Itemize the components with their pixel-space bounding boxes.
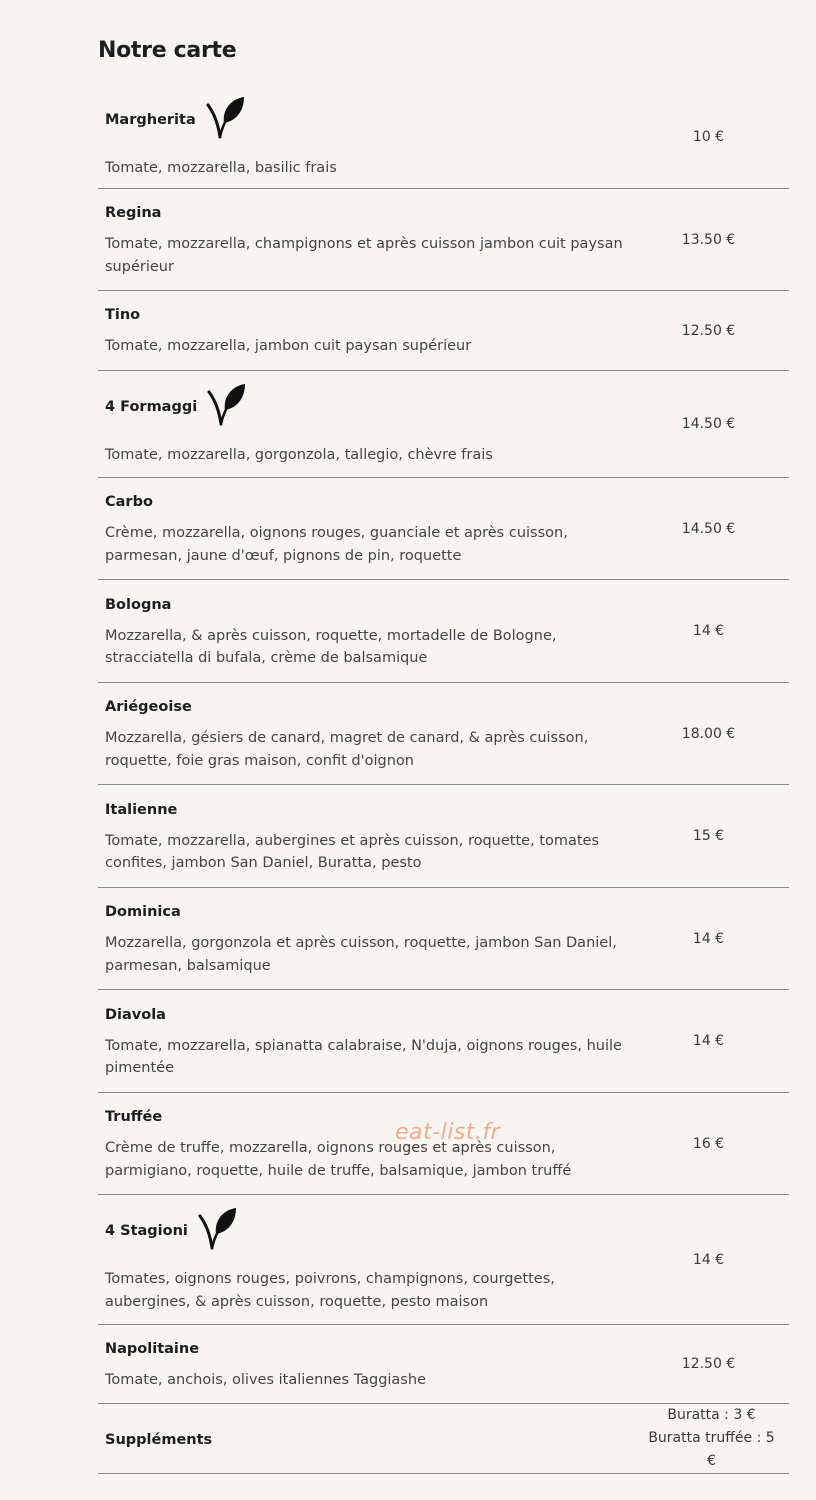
item-price: 12.50 € [681,1356,736,1372]
item-price: 14 € [692,623,725,639]
menu-item [98,990,789,1093]
item-price: 14 € [692,1033,725,1049]
item-price: 16 € [692,1135,725,1152]
item-price: 10 € [692,129,725,145]
menu-item [98,86,789,189]
supplement-option: Buratta : 3 € [667,1407,756,1423]
supplements-label: Suppléments [105,1432,213,1448]
menu-item [98,371,789,478]
item-name: 4 Formaggi [105,398,198,415]
item-description: Mozzarella, & après cuisson, roquette, mortadelle de Bologne, stracciatella di bufala, crème de balsamique [105,627,557,666]
item-name: Diavola [105,1006,166,1023]
supplement-option: Buratta truffée : 5 € [648,1430,775,1469]
item-name: Tino [105,307,141,324]
item-name: Bologna [105,596,172,613]
item-price: 12.50 € [681,322,736,339]
leaf-icon [202,93,246,147]
item-description: Tomate, mozzarella, basilic frais [105,159,337,176]
menu-item [98,785,789,888]
menu-item [98,1195,789,1325]
item-description: Tomate, mozzarella, spianatta calabraise, N'duja, oignons rouges, huile pimentée [105,1037,622,1076]
item-description: Tomates, oignons rouges, poivrons, champignons, courgettes, aubergines, & après cuisson, roquette, pesto maison [105,1271,555,1310]
menu-item [98,291,789,371]
item-name: Margherita [105,111,196,128]
item-description: Tomate, mozzarella, gorgonzola, tallegio, chèvre frais [105,446,493,463]
item-description: Tomate, mozzarella, champignons et après cuisson jambon cuit paysan supérieur [105,236,623,275]
menu-item [98,189,789,291]
menu-item [98,478,789,580]
menu-item [98,1325,789,1404]
item-description: Crème de truffe, mozzarella, oignons rouges et après cuisson, parmigiano, roquette, huile de truffe, balsamique, jambon truffé [105,1140,572,1179]
supplements-row [98,1404,789,1474]
item-description: Tomate, mozzarella, aubergines et après cuisson, roquette, tomates confites, jambon San Daniel, Buratta, pesto [105,832,600,871]
item-description: Crème, mozzarella, oignons rouges, guanciale et après cuisson, parmesan, jaune d'œuf, pignons de pin, roquette [105,525,568,564]
item-name: 4 Stagioni [105,1223,188,1239]
item-price: 15 € [692,828,725,844]
item-price: 14 € [692,930,725,947]
item-name: Napolitaine [105,1340,200,1357]
item-price: 18.00 € [681,725,736,742]
supplements-list [648,1404,789,1473]
item-name: Italienne [105,801,178,818]
item-description: Mozzarella, gorgonzola et après cuisson, roquette, jambon San Daniel, parmesan, balsamique [105,935,617,974]
item-name: Regina [105,205,162,221]
item-description: Tomate, anchois, olives italiennes Taggiashe [105,1371,426,1388]
item-price: 13.50 € [681,231,736,248]
item-price: 14.50 € [681,416,736,432]
item-description: Tomate, mozzarella, jambon cuit paysan supérieur [105,338,472,355]
item-name: Dominica [105,904,181,920]
menu-list [98,86,789,1474]
leaf-icon [194,1204,238,1258]
item-name: Carbo [105,494,153,510]
leaf-icon [203,380,247,434]
menu-item [98,888,789,990]
item-price: 14.50 € [681,520,736,537]
item-description: Mozzarella, gésiers de canard, magret de canard, & après cuisson, roquette, foie gras maison, confit d'oignon [105,730,589,769]
watermark: eat-list.fr [395,1120,501,1145]
menu-item [98,683,789,785]
menu-item [98,580,789,683]
item-name: Truffée [105,1109,163,1125]
page-title: Notre carte [98,38,237,63]
item-price: 14 € [692,1251,725,1268]
item-name: Ariégeoise [105,699,192,715]
